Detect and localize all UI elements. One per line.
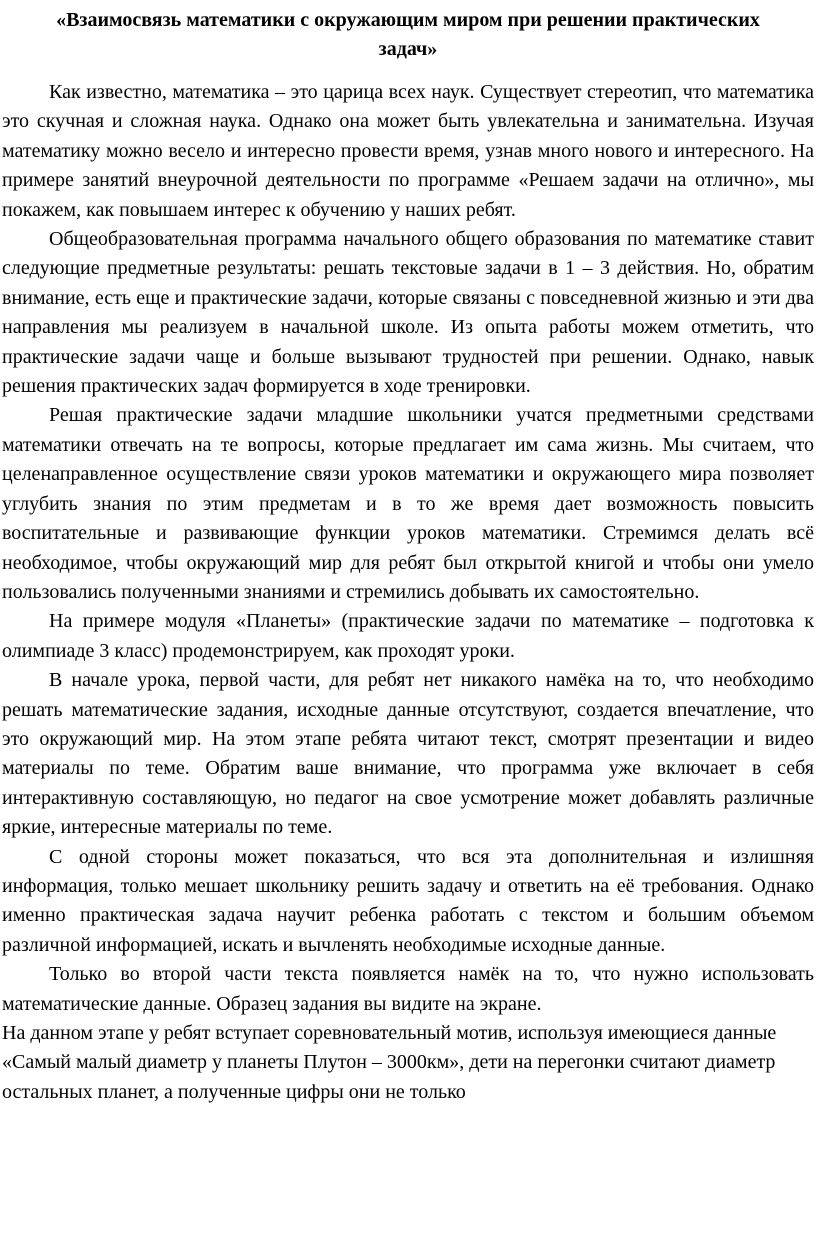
paragraph-program: Общеобразовательная программа начального общего образования по математике ставит следующие предметные результаты: решать текстовые задачи в 1 – 3 действия. Но, обратим внимание, есть еще и практические задачи, которые связаны с повседневной жизнью и эти два направления мы реализуем в начальной школе. Из опыта работы можем отметить, что практические задачи чаще и больше вызывают трудностей при решении. Однако, навык решения практических задач формируется в ходе тренировки. [2,228,814,398]
document-title: «Взаимосвязь математики с окружающим миром при решении практических задач» [56,9,760,60]
competition-text: На данном этапе у ребят вступает соревновательный мотив, используя имеющиеся данные «Самый малый диаметр у планеты Плутон – 3000км», дети на перегонки считают диаметр остальных планет, а полученные цифры они не только [2,1022,777,1103]
paragraph-lesson-start: В начале урока, первой части, для ребят нет никакого намёка на то, что необходимо решать математические задания, исходные данные отсутствуют, создается впечатление, что это окружающий мир. На этом этапе ребята читают текст, смотрят презентации и видео материалы по теме. Обратим ваше внимание, что программа уже включает в себя интерактивную составляющую, но педагог на свое усмотрение может добавлять различные яркие, интересные материалы по теме. [2,669,814,839]
paragraph-extra-info: С одной стороны может показаться, что вся эта дополнительная и излишняя информация, только мешает школьнику решить задачу и ответить на её требования. Однако именно практическая задача научит ребенка работать с текстом и большим объемом различной информацией, искать и вычленять необходимые исходные данные. [2,845,814,956]
paragraph-practical-tasks: Решая практические задачи младшие школьники учатся предметными средствами математики отвечать на те вопросы, которые предлагает им сама жизнь. Мы считаем, что целенаправленное осуществление связи уроков математики и окружающего мира позволяет углубить знания по этим предметам и в то же время дает возможность повысить воспитательные и развивающие функции уроков математики. Стремимся делать всё необходимое, чтобы окружающий мир для ребят был открытой книгой и чтобы они умело пользовались полученными знаниями и стремились добывать их самостоятельно. [2,404,814,603]
paragraph-planets-module: На примере модуля «Планеты» (практические задачи по математике – подготовка к олимпиаде 3 класс) продемонстрируем, как проходят уроки. [2,610,814,662]
paragraph-competition [2,1019,814,1107]
paragraph-intro: Как известно, математика – это царица всех наук. Существует стереотип, что математика это скучная и сложная наука. Однако она может быть увлекательна и занимательна. Изучая математику можно весело и интересно провести время, узнав много нового и интересного. На примере занятий внеурочной деятельности по программе «Решаем задачи на отлично», мы покажем, как повышаем интерес к обучению у наших ребят. [2,81,814,221]
paragraph-second-part: Только во второй части текста появляется намёк на то, что нужно использовать математические данные. Образец задания вы видите на экране. [2,963,814,1015]
